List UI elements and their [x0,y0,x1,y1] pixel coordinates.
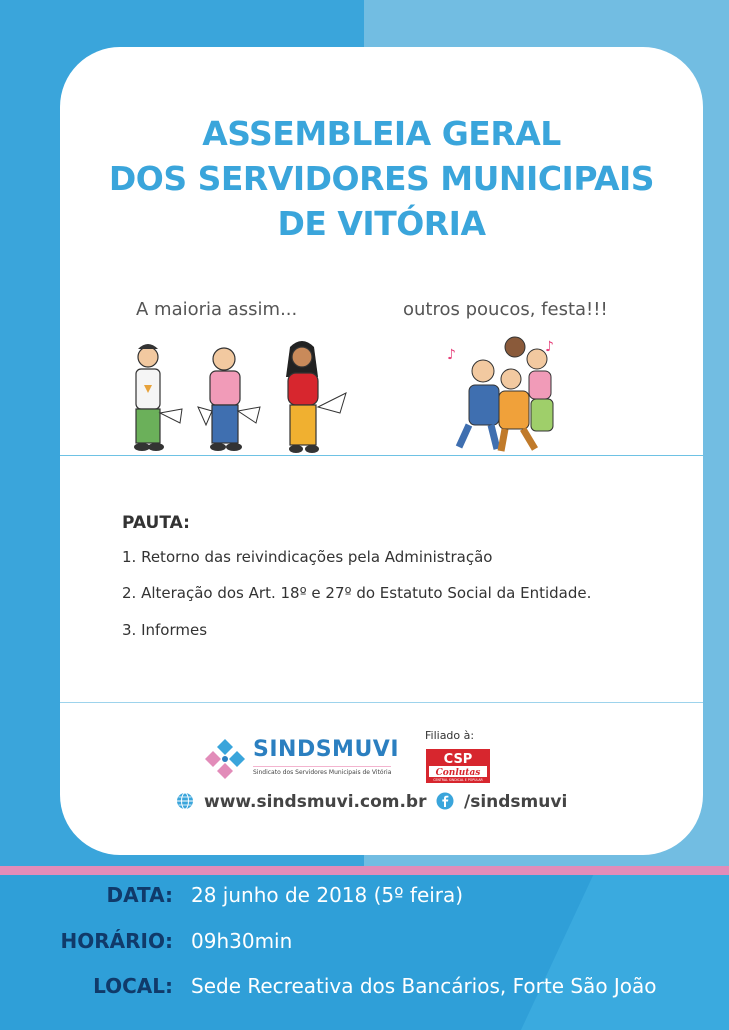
person-3-figure [286,341,346,453]
left-caption: A maioria assim... [136,299,298,320]
title-line-3: DE VITÓRIA [277,204,486,243]
pauta-item-1: 1. Retorno das reivindicações pela Administração [122,548,493,566]
time-label: HORÁRIO: [60,929,173,953]
title-line-1: ASSEMBLEIA GERAL [202,114,561,153]
filiado-label: Filiado à: [425,729,475,742]
sindsmuvi-emblem-icon [203,737,247,781]
logo-name: SINDSMUVI [253,737,400,762]
date-value: 28 junho de 2018 (5º feira) [191,883,464,907]
svg-text:♪: ♪ [447,347,456,363]
csp-conlutas-logo [426,749,490,783]
place-value: Sede Recreativa dos Bancários, Forte São João [191,974,657,998]
title-line-2: DOS SERVIDORES MUNICIPAIS [108,159,655,198]
page-title [60,111,703,246]
time-value: 09h30min [191,929,293,953]
event-info-section [0,875,729,1030]
pauta-heading: PAUTA: [122,513,190,533]
facebook-link[interactable]: /sindsmuvi [464,792,568,812]
pink-divider-bar [0,866,729,875]
svg-text:♪: ♪ [545,339,554,355]
divider-bottom [60,702,703,703]
globe-icon [176,792,194,810]
empty-pockets-illustration [126,337,366,457]
person-2-figure [198,348,260,451]
pauta-item-2: 2. Alteração dos Art. 18º e 27º do Estatuto Social da Entidade. [122,584,592,602]
divider-top [60,455,703,456]
poster-card [60,47,703,855]
facebook-icon [436,792,454,810]
date-label: DATA: [106,883,173,907]
logo-subtitle: Sindicato dos Servidores Municipais de Vitória [253,766,391,776]
person-1-figure [134,344,182,451]
conlutas-text: Conlutas [435,768,481,778]
right-caption: outros poucos, festa!!! [403,299,608,320]
csp-tagline: CENTRAL SINDICAL E POPULAR [433,778,483,782]
csp-text: CSP [443,752,473,767]
party-group-illustration [445,329,565,457]
website-row[interactable] [176,792,427,812]
sindsmuvi-logo [203,737,403,787]
facebook-row[interactable] [436,792,567,812]
website-link[interactable]: www.sindsmuvi.com.br [204,792,427,812]
pauta-item-3: 3. Informes [122,621,208,639]
place-label: LOCAL: [93,974,173,998]
